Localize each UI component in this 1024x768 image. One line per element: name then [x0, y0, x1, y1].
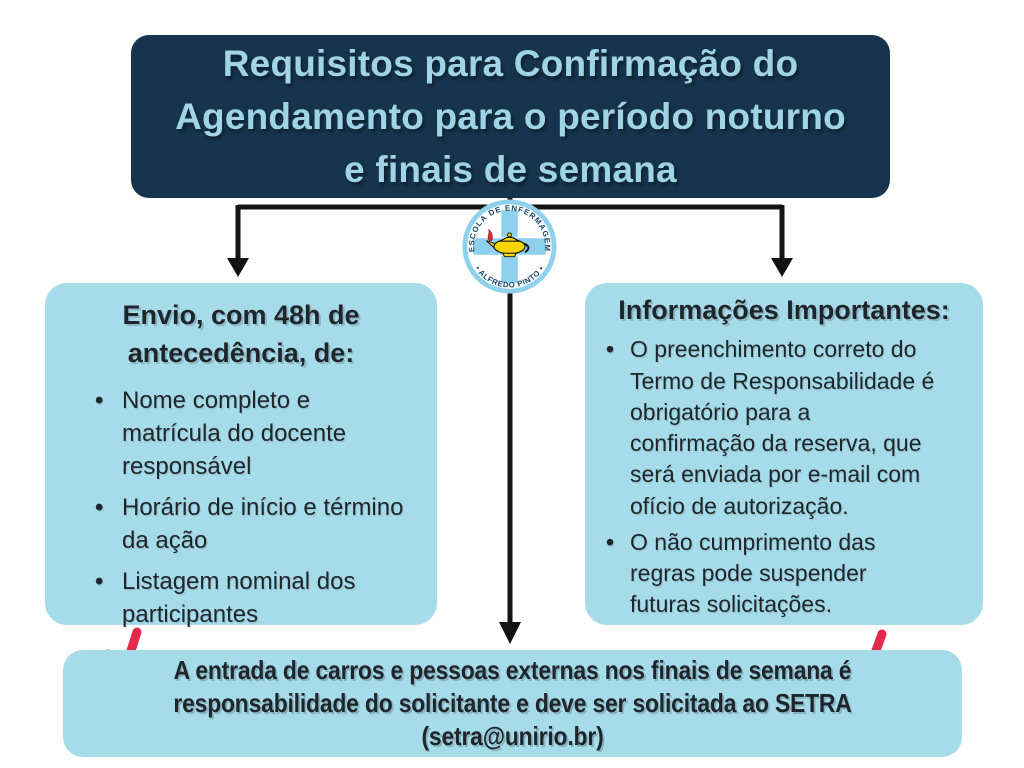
lamp-knob	[508, 233, 512, 237]
title-line-2: Agendamento para o período noturno	[175, 96, 846, 137]
requirements-list	[45, 384, 437, 640]
important-info-list	[585, 334, 983, 625]
lamp-base	[503, 253, 517, 256]
important-info-heading: Informações Importantes:	[618, 295, 950, 325]
setra-line-1: A entrada de carros e pessoas externas nos finais de semana é	[173, 655, 852, 685]
seal-arc-text-bottom: • ALFREDO PINTO •	[473, 264, 546, 290]
right-arrowhead-icon	[771, 258, 793, 277]
list-item: • O não cumprimento das regras pode suspender futuras solicitações.	[585, 527, 983, 626]
setra-line-3: (setra@unirio.br)	[421, 721, 604, 751]
requirements-box	[45, 283, 437, 629]
title-line-1: Requisitos para Confirmação do	[222, 43, 799, 84]
requirements-heading: Envio, com 48h de antecedência, de:	[122, 300, 360, 369]
left-arrowhead-icon	[227, 258, 249, 277]
title-line-3: e finais de semana	[344, 149, 677, 190]
list-item: • Horário de início e término da ação	[45, 491, 437, 565]
list-item: • Nome completo e matrícula do docente responsável	[45, 384, 437, 491]
seal-arc-text-top: ESCOLA DE ENFERMAGEM	[466, 203, 553, 253]
school-seal-logo	[461, 198, 558, 295]
setra-banner-text	[117, 654, 908, 753]
list-item: • O preenchimento correto do Termo de Responsabilidade é obrigatório para a confirmação da reserva, que será enviada por e-mail com ofício de autorização.	[585, 334, 983, 527]
important-info-box	[585, 283, 983, 625]
list-item: • Listagem nominal dos participantes	[45, 565, 437, 639]
setra-banner	[63, 650, 962, 757]
center-arrowhead-icon	[499, 622, 521, 644]
setra-line-2: responsabilidade do solicitante e deve ser solicitada ao SETRA	[173, 688, 852, 718]
